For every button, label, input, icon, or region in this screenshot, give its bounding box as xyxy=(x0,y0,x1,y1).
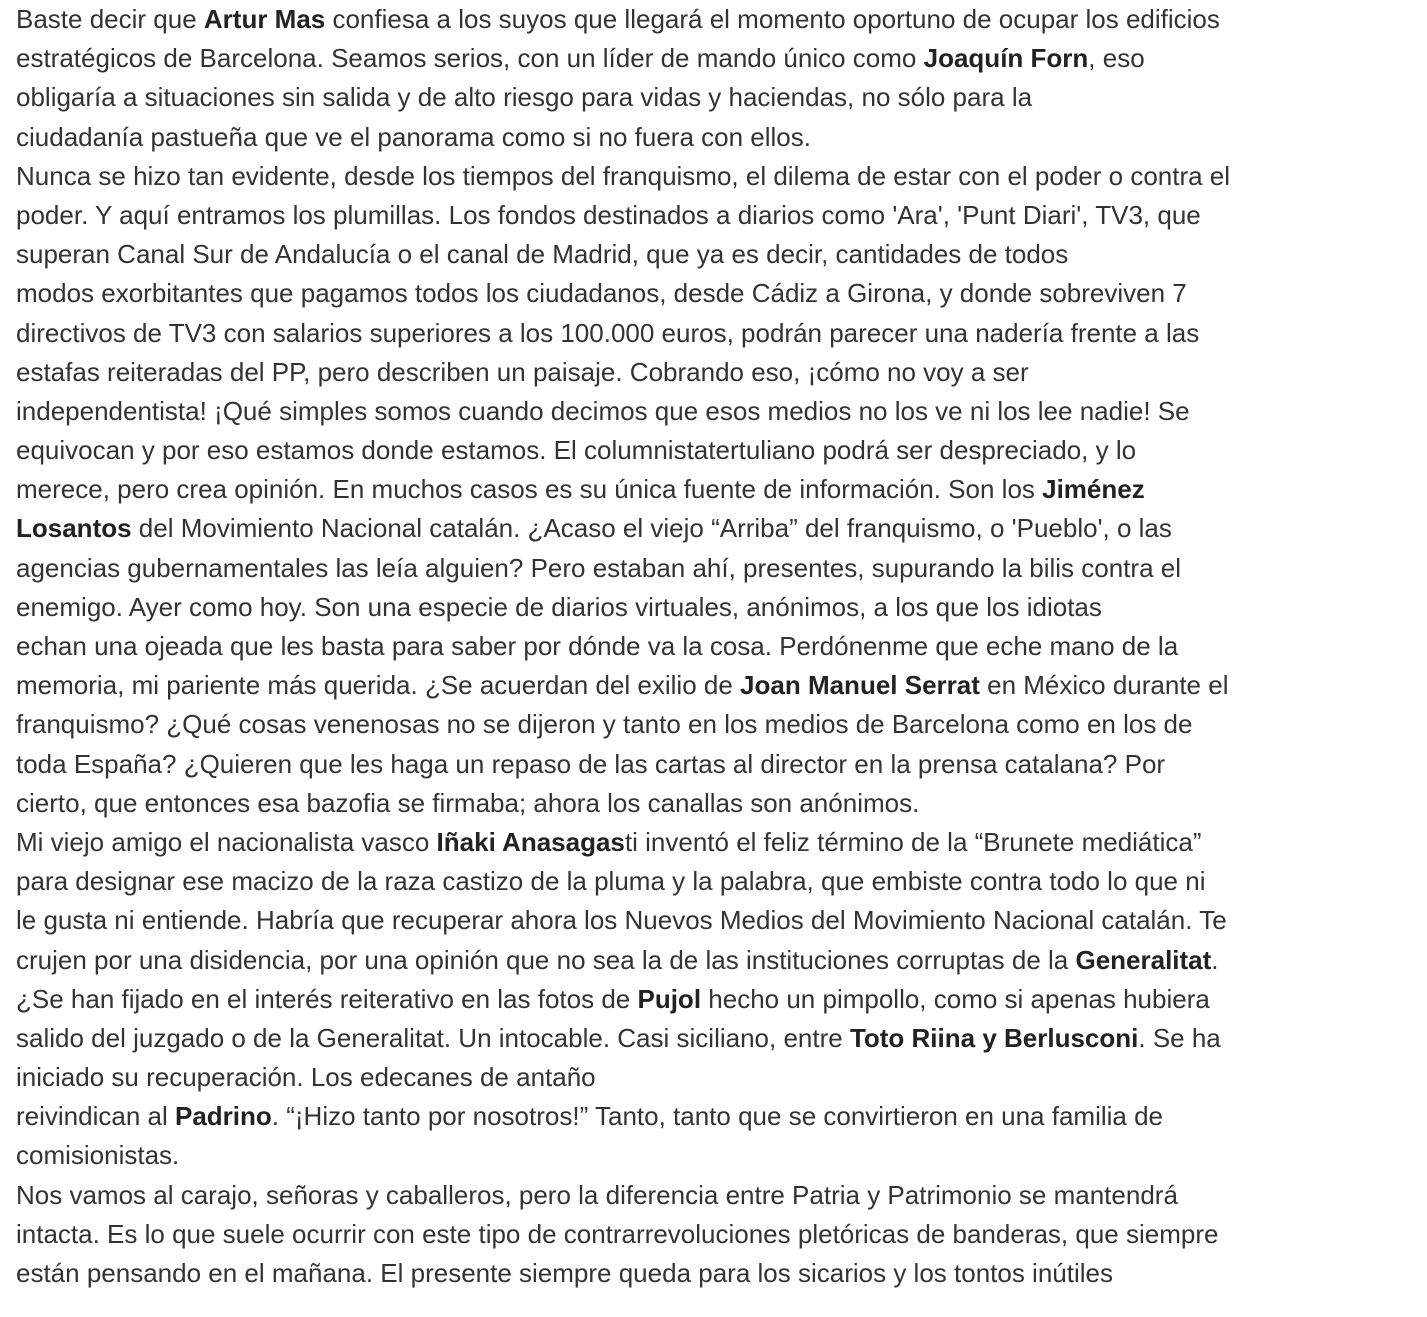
text-run: franquismo? ¿Qué cosas venenosas no se dijeron y tanto en los medios de Barcelona como en los de xyxy=(16,709,1193,740)
text-run: merece, pero crea opinión. En muchos casos es su única fuente de información. Son los xyxy=(16,474,1043,505)
text-line xyxy=(16,39,1421,78)
text-line xyxy=(16,274,1421,313)
text-run: Mi viejo amigo el nacionalista vasco xyxy=(16,826,437,857)
text-run: cierto, que entonces esa bazofia se firmaba; ahora los canallas son anónimos. xyxy=(16,787,920,818)
bold-name: Iñaki Anasagas xyxy=(436,826,625,857)
text-run: . Se ha xyxy=(1138,1022,1221,1053)
text-line xyxy=(16,1097,1421,1136)
text-run: memoria, mi pariente más querida. ¿Se acuerdan del exilio de xyxy=(16,670,741,701)
text-line xyxy=(16,431,1421,470)
article-body xyxy=(16,0,1421,1293)
text-run: estratégicos de Barcelona. Seamos serios, con un líder de mando único como xyxy=(16,43,924,74)
bold-name: Joaquín Forn xyxy=(923,43,1089,74)
text-run: confiesa a los suyos que llegará el momento oportuno de ocupar los edificios xyxy=(325,4,1220,34)
text-run: intacta. Es lo que suele ocurrir con este tipo de contrarrevoluciones pletóricas de banderas, que siempre xyxy=(16,1218,1219,1249)
text-run: Baste decir que xyxy=(16,4,204,34)
text-line xyxy=(16,235,1421,274)
text-run: están pensando en el mañana. El presente siempre queda para los sicarios y los tontos inútiles xyxy=(16,1258,1113,1288)
text-run: iniciado su recuperación. Los edecanes de antaño xyxy=(16,1062,596,1093)
text-run: toda España? ¿Quieren que les haga un repaso de las cartas al director en la prensa catalana? Por xyxy=(16,748,1166,779)
text-line xyxy=(16,0,1421,39)
text-line xyxy=(16,196,1421,235)
text-run: superan Canal Sur de Andalucía o el canal de Madrid, que ya es decir, cantidades de todos xyxy=(16,239,1069,270)
text-line xyxy=(16,470,1421,509)
text-line xyxy=(16,1136,1421,1175)
text-line xyxy=(16,314,1421,353)
text-run: ti inventó el feliz término de la “Brunete mediática” xyxy=(624,826,1202,857)
text-line xyxy=(16,980,1421,1019)
text-run: para designar ese macizo de la raza castizo de la pluma y la palabra, que embiste contra todo lo que ni xyxy=(16,866,1206,897)
text-line xyxy=(16,745,1421,784)
text-line xyxy=(16,1058,1421,1097)
text-run: reivindican al xyxy=(16,1101,175,1132)
text-run: poder. Y aquí entramos los plumillas. Los fondos destinados a diarios como 'Ara', 'Punt Diari', TV3, que xyxy=(16,199,1201,230)
text-run: crujen por una disidencia, por una opinión que no sea la de las instituciones corruptas de la xyxy=(16,944,1076,975)
text-line xyxy=(16,392,1421,431)
text-line xyxy=(16,705,1421,744)
text-line xyxy=(16,157,1421,196)
text-line xyxy=(16,1176,1421,1215)
text-run: estafas reiteradas del PP, pero describen un paisaje. Cobrando eso, ¡cómo no voy a ser xyxy=(16,356,1029,387)
bold-name: Jiménez xyxy=(1042,474,1145,505)
text-line xyxy=(16,901,1421,940)
text-run: en México durante el xyxy=(979,670,1229,701)
text-run: ciudadanía pastueña que ve el panorama como si no fuera con ellos. xyxy=(16,121,811,152)
text-line xyxy=(16,588,1421,627)
text-run: echan una ojeada que les basta para saber por dónde va la cosa. Perdónenme que eche mano de la xyxy=(16,631,1179,661)
text-line xyxy=(16,353,1421,392)
text-line xyxy=(16,118,1421,157)
text-run: directivos de TV3 con salarios superiores a los 100.000 euros, podrán parecer una nadería frente a las xyxy=(16,317,1200,348)
text-line xyxy=(16,784,1421,823)
bold-name: Losantos xyxy=(16,513,132,544)
text-line xyxy=(16,509,1421,548)
text-line xyxy=(16,1215,1421,1254)
article-paragraph xyxy=(16,823,1421,1176)
bold-name: Pujol xyxy=(637,983,702,1014)
text-run: agencias gubernamentales las leía alguien? Pero estaban ahí, presentes, supurando la bilis contra el xyxy=(16,552,1181,583)
bold-name: Padrino xyxy=(174,1101,272,1132)
text-run: salido del juzgado o de la Generalitat. Un intocable. Casi siciliano, entre xyxy=(16,1022,850,1053)
text-line xyxy=(16,78,1421,117)
text-run: independentista! ¡Qué simples somos cuando decimos que esos medios no los ve ni los lee nadie! Se xyxy=(16,395,1190,426)
text-run: . “¡Hizo tanto por nosotros!” Tanto, tanto que se convirtieron en una familia de xyxy=(271,1101,1164,1132)
text-run: modos exorbitantes que pagamos todos los ciudadanos, desde Cádiz a Girona, y donde sobreviven 7 xyxy=(16,278,1187,309)
text-line xyxy=(16,549,1421,588)
text-run: equivocan y por eso estamos donde estamos. El columnistatertuliano podrá ser despreciado, y lo xyxy=(16,435,1137,466)
text-line xyxy=(16,862,1421,901)
article-paragraph xyxy=(16,1176,1421,1294)
bold-name: Toto Riina y Berlusconi xyxy=(849,1022,1139,1053)
text-run: le gusta ni entiende. Habría que recuperar ahora los Nuevos Medios del Movimiento Nacional catalán. Te xyxy=(16,905,1227,936)
bold-name: Artur Mas xyxy=(203,4,326,34)
bold-name: Generalitat xyxy=(1075,944,1212,975)
text-run: . xyxy=(1211,944,1219,975)
text-line xyxy=(16,627,1421,666)
article-paragraph xyxy=(16,157,1421,823)
text-run: enemigo. Ayer como hoy. Son una especie de diarios virtuales, anónimos, a los que los idiotas xyxy=(16,591,1102,622)
text-run: del Movimiento Nacional catalán. ¿Acaso el viejo “Arriba” del franquismo, o 'Pueblo', o las xyxy=(131,513,1172,544)
text-run: ¿Se han fijado en el interés reiterativo en las fotos de xyxy=(16,983,638,1014)
article-paragraph xyxy=(16,0,1421,157)
text-line xyxy=(16,1019,1421,1058)
text-line xyxy=(16,823,1421,862)
text-line xyxy=(16,1254,1421,1293)
bold-name: Joan Manuel Serrat xyxy=(740,670,980,701)
text-run: , eso xyxy=(1088,43,1145,74)
text-line xyxy=(16,666,1421,705)
text-run: obligaría a situaciones sin salida y de alto riesgo para vidas y haciendas, no sólo para la xyxy=(16,82,1033,113)
text-run: Nos vamos al carajo, señoras y caballeros, pero la diferencia entre Patria y Patrimonio se mantendrá xyxy=(16,1179,1178,1210)
text-line xyxy=(16,941,1421,980)
text-run: hecho un pimpollo, como si apenas hubiera xyxy=(701,983,1210,1014)
text-run: Nunca se hizo tan evidente, desde los tiempos del franquismo, el dilema de estar con el poder o contra el xyxy=(16,160,1231,191)
text-run: comisionistas. xyxy=(16,1140,180,1171)
